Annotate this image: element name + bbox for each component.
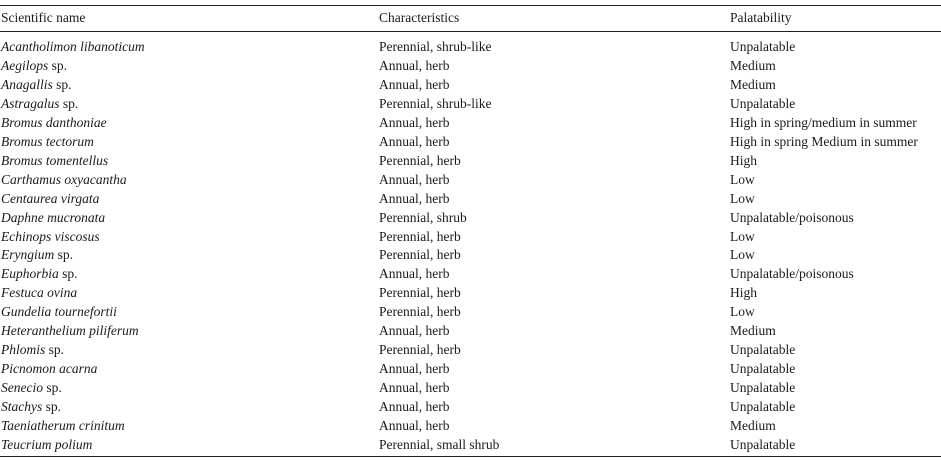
scientific-name-suffix: sp.: [42, 380, 62, 396]
cell-scientific-name: [1, 321, 139, 340]
header-characteristics: Characteristics: [379, 10, 460, 25]
cell-scientific-name: [1, 132, 94, 151]
cell-scientific-name: [1, 245, 73, 264]
table-row: [0, 359, 941, 378]
cell-characteristics: Annual, herb: [379, 76, 450, 92]
scientific-name-italic: Taeniatherum crinitum: [1, 418, 125, 433]
scientific-name-italic: Gundelia tournefortii: [1, 304, 117, 320]
cell-scientific-name: [1, 94, 78, 113]
table-row: [0, 170, 941, 189]
cell-palatability: Unpalatable: [730, 342, 796, 358]
scientific-name-suffix: sp.: [45, 342, 65, 358]
scientific-name-italic: Teucrium polium: [1, 436, 93, 452]
scientific-name-italic: Euphorbia: [1, 266, 59, 282]
cell-palatability: Unpalatable/poisonous: [730, 266, 854, 282]
cell-palatability: High: [730, 285, 757, 301]
table-header-rule: [0, 31, 941, 32]
cell-scientific-name: [1, 37, 145, 56]
cell-palatability: Medium: [730, 418, 776, 433]
table-row: [0, 302, 941, 321]
cell-characteristics: Annual, herb: [379, 323, 450, 339]
cell-characteristics: Annual, herb: [379, 171, 450, 187]
table-header-row: [0, 8, 941, 27]
cell-palatability: High in spring/medium in summer: [730, 114, 917, 130]
scientific-name-italic: Echinops viscosus: [1, 228, 100, 244]
cell-palatability: Medium: [730, 323, 776, 339]
cell-palatability: Unpalatable: [730, 436, 796, 452]
table-row: [0, 283, 941, 302]
cell-characteristics: Annual, herb: [379, 57, 450, 73]
cell-palatability: Medium: [730, 57, 776, 73]
table-row: [0, 37, 941, 56]
cell-scientific-name: [1, 435, 92, 454]
cell-scientific-name: [1, 397, 61, 416]
cell-scientific-name: [1, 283, 77, 302]
cell-characteristics: Perennial, herb: [379, 285, 461, 301]
table-row: [0, 416, 941, 435]
cell-palatability: Medium: [730, 76, 776, 92]
scientific-name-italic: Astragalus: [1, 95, 60, 111]
header-scientific-name: Scientific name: [1, 10, 86, 25]
cell-palatability: Unpalatable: [730, 39, 796, 54]
cell-palatability: Low: [730, 171, 755, 187]
scientific-name-suffix: sp.: [52, 76, 72, 92]
scientific-name-italic: Carthamus oxyacantha: [1, 171, 127, 187]
table-row: [0, 321, 941, 340]
cell-characteristics: Perennial, herb: [379, 247, 461, 263]
scientific-name-suffix: sp.: [54, 247, 74, 263]
cell-scientific-name: [1, 227, 100, 246]
table-row: [0, 132, 941, 151]
scientific-name-italic: Daphne mucronata: [1, 209, 106, 225]
scientific-name-italic: Aegilops: [1, 57, 49, 73]
cell-scientific-name: [1, 302, 117, 321]
cell-palatability: Unpalatable: [730, 380, 796, 396]
cell-scientific-name: [1, 416, 125, 435]
table-row: [0, 227, 941, 246]
scientific-name-italic: Bromus danthoniae: [1, 114, 107, 130]
table-row: [0, 208, 941, 227]
table-row: [0, 435, 941, 454]
scientific-name-italic: Acantholimon libanoticum: [1, 39, 145, 54]
table-row: [0, 94, 941, 113]
table-top-rule: [0, 5, 941, 6]
cell-scientific-name: [1, 75, 72, 94]
header-palatability: Palatability: [730, 10, 792, 25]
scientific-name-italic: Phlomis: [1, 342, 46, 358]
scientific-name-italic: Senecio: [1, 380, 43, 396]
cell-scientific-name: [1, 56, 67, 75]
cell-palatability: Low: [730, 228, 755, 244]
table-row: [0, 378, 941, 397]
cell-scientific-name: [1, 340, 64, 359]
scientific-name-italic: Stachys: [1, 399, 43, 415]
scientific-name-italic: Anagallis: [1, 76, 53, 92]
scientific-name-suffix: sp.: [48, 57, 68, 73]
cell-characteristics: Perennial, shrub: [379, 209, 467, 225]
cell-palatability: Unpalatable/poisonous: [730, 209, 854, 225]
cell-characteristics: Annual, herb: [379, 380, 450, 396]
cell-scientific-name: [1, 264, 78, 283]
cell-characteristics: Perennial, shrub-like: [379, 95, 492, 111]
cell-palatability: Unpalatable: [730, 361, 796, 377]
table-row: [0, 189, 941, 208]
cell-palatability: Unpalatable: [730, 95, 796, 111]
cell-palatability: Low: [730, 190, 755, 206]
cell-scientific-name: [1, 113, 107, 132]
table-row: [0, 56, 941, 75]
cell-palatability: Low: [730, 247, 755, 263]
cell-palatability: High in spring Medium in summer: [730, 133, 918, 149]
table-row: [0, 113, 941, 132]
cell-characteristics: Perennial, herb: [379, 152, 461, 168]
scientific-name-italic: Picnomon acarna: [1, 361, 98, 377]
cell-characteristics: Perennial, herb: [379, 304, 461, 320]
table-row: [0, 264, 941, 283]
table-row: [0, 151, 941, 170]
cell-characteristics: Perennial, herb: [379, 228, 461, 244]
cell-characteristics: Annual, herb: [379, 114, 450, 130]
scientific-name-italic: Festuca ovina: [1, 285, 78, 301]
cell-scientific-name: [1, 151, 108, 170]
cell-scientific-name: [1, 189, 99, 208]
table-row: [0, 245, 941, 264]
cell-palatability: Low: [730, 304, 755, 320]
cell-characteristics: Annual, herb: [379, 266, 450, 282]
cell-palatability: Unpalatable: [730, 399, 796, 415]
table-row: [0, 75, 941, 94]
cell-characteristics: Perennial, shrub-like: [379, 39, 492, 54]
scientific-name-suffix: sp.: [59, 95, 79, 111]
scientific-name-italic: Eryngium: [1, 247, 55, 263]
cell-characteristics: Annual, herb: [379, 399, 450, 415]
table-row: [0, 340, 941, 359]
scientific-name-italic: Bromus tomentellus: [1, 152, 109, 168]
table-bottom-rule: [0, 456, 941, 457]
scientific-name-italic: Centaurea virgata: [1, 190, 100, 206]
cell-scientific-name: [1, 170, 127, 189]
cell-characteristics: Annual, herb: [379, 418, 450, 433]
cell-characteristics: Annual, herb: [379, 361, 450, 377]
cell-scientific-name: [1, 208, 105, 227]
cell-characteristics: Annual, herb: [379, 190, 450, 206]
scientific-name-suffix: sp.: [42, 399, 62, 415]
cell-characteristics: Perennial, herb: [379, 342, 461, 358]
scientific-name-italic: Bromus tectorum: [1, 133, 94, 149]
cell-scientific-name: [1, 378, 62, 397]
table-row: [0, 397, 941, 416]
scientific-name-italic: Heteranthelium piliferum: [1, 323, 139, 339]
cell-characteristics: Perennial, small shrub: [379, 436, 500, 452]
cell-characteristics: Annual, herb: [379, 133, 450, 149]
scientific-name-suffix: sp.: [58, 266, 78, 282]
cell-scientific-name: [1, 359, 97, 378]
cell-palatability: High: [730, 152, 757, 168]
